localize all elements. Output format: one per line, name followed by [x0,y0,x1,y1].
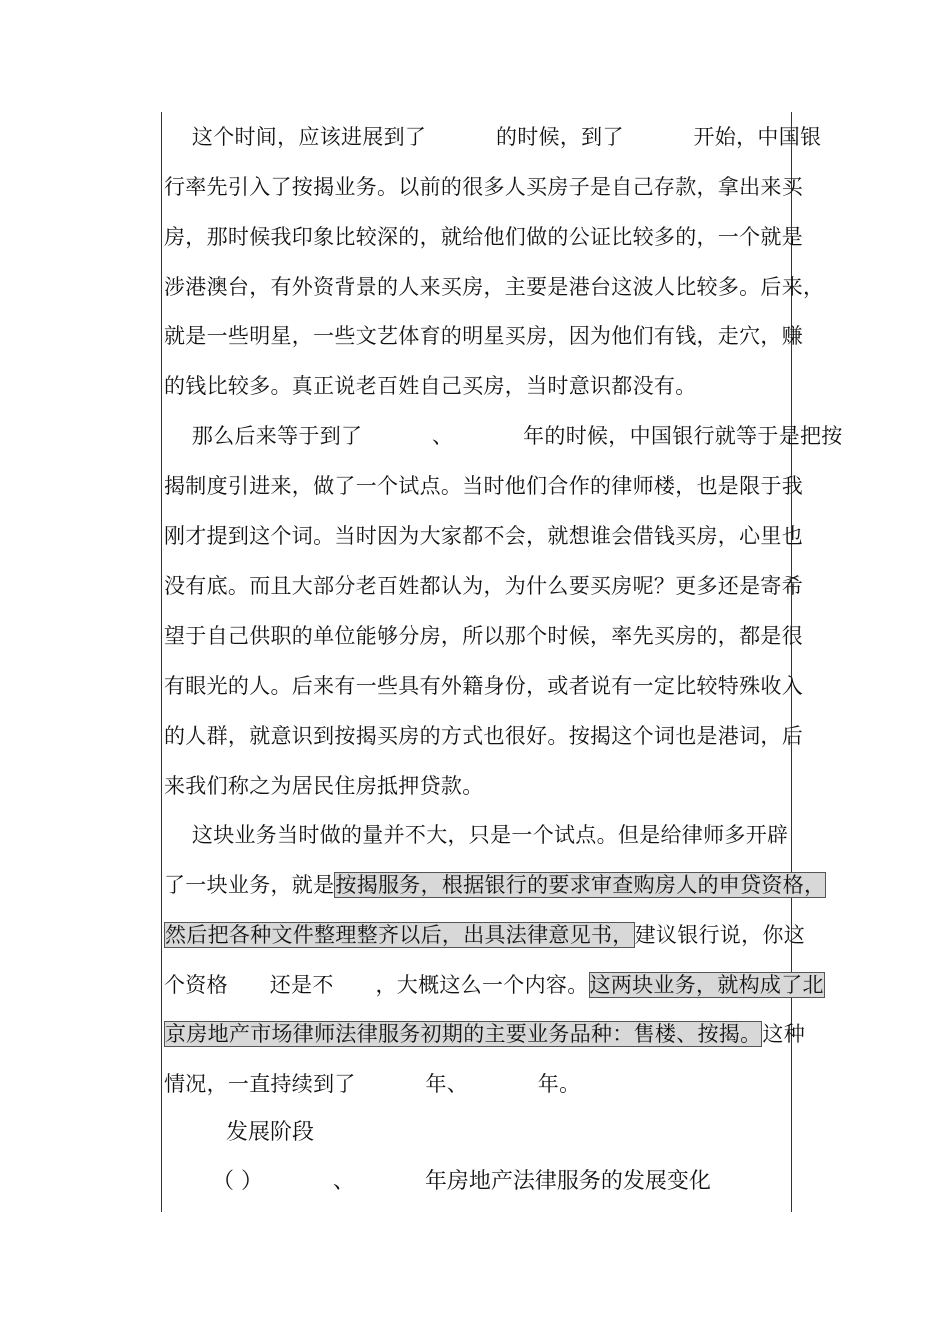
text-segment: 这种 [762,1022,806,1046]
highlighted-text: 这两块业务，就构成了北 [589,973,824,997]
paragraph-line [164,973,825,997]
paragraph-line [164,275,824,299]
paragraph-line [164,1072,580,1096]
text-segment: 情况，一直持续到了 年、 年。 [164,1072,581,1096]
paragraph-line [164,574,803,598]
text-segment: 刚才提到这个词。当时因为大家都不会，就想谁会借钱买房，心里也 [164,524,803,548]
text-segment: 就是一些明星，一些文艺体育的明星买房，因为他们有钱，走穴，赚 [164,324,803,348]
text-segment: 这块业务当时做的量并不大，只是一个试点。但是给律师多开辟 [164,823,789,847]
paragraph-line [164,125,821,149]
paragraph-line [164,923,805,947]
paragraph-line [164,324,803,348]
text-segment: 了一块业务，就是 [164,873,335,897]
highlighted-text: 京房地产市场律师法律服务初期的主要业务品种：售楼、按揭。 [165,1022,762,1046]
paragraph-line [164,175,803,199]
paragraph-line [164,873,826,897]
paragraph-line [164,823,788,847]
paragraph-line [164,424,843,448]
text-segment: 来我们称之为居民住房抵押贷款。 [164,774,484,798]
text-segment: 个资格 还是不 ，大概这么一个内容。 [164,973,589,997]
section-heading: 发展阶段 [226,1120,315,1145]
text-segment: 的钱比较多。真正说老百姓自己买房，当时意识都没有。 [164,374,697,398]
paragraph-line [164,724,803,748]
left-margin-rule [161,112,162,1212]
paragraph-line [164,774,484,798]
highlighted-text: 按揭服务，根据银行的要求审查购房人的申贷资格， [335,873,826,897]
subsection-heading: （ ） 、 年房地产法律服务的发展变化 [212,1169,711,1194]
text-segment: 涉港澳台，有外资背景的人来买房，主要是港台这波人比较多。后来， [164,275,825,299]
text-segment: 行率先引入了按揭业务。以前的很多人买房子是自己存款，拿出来买 [164,175,803,199]
text-segment: 建议银行说，你这 [634,923,806,947]
text-segment: 揭制度引进来，做了一个试点。当时他们合作的律师楼，也是限于我 [164,474,803,498]
paragraph-line [164,225,803,249]
text-segment: 那么后来等于到了 、 年的时候，中国银行就等于是把按 [164,424,843,448]
paragraph-line [164,674,803,698]
text-segment: 房，那时候我印象比较深的，就给他们做的公证比较多的，一个就是 [164,225,803,249]
highlighted-text: 然后把各种文件整理整齐以后，出具法律意见书， [165,923,634,947]
text-segment: 的人群，就意识到按揭买房的方式也很好。按揭这个词也是港词，后 [164,724,803,748]
paragraph-line [164,474,803,498]
text-segment: 有眼光的人。后来有一些具有外籍身份，或者说有一定比较特殊收入 [164,674,803,698]
text-segment: 望于自己供职的单位能够分房，所以那个时候，率先买房的，都是很 [164,624,803,648]
paragraph-line [164,374,697,398]
paragraph-line [164,624,803,648]
text-segment: 没有底。而且大部分老百姓都认为，为什么要买房呢？更多还是寄希 [164,574,803,598]
paragraph-line [164,1022,805,1046]
text-segment: 这个时间，应该进展到了 的时候，到了 开始，中国银 [164,125,822,149]
paragraph-line [164,524,803,548]
